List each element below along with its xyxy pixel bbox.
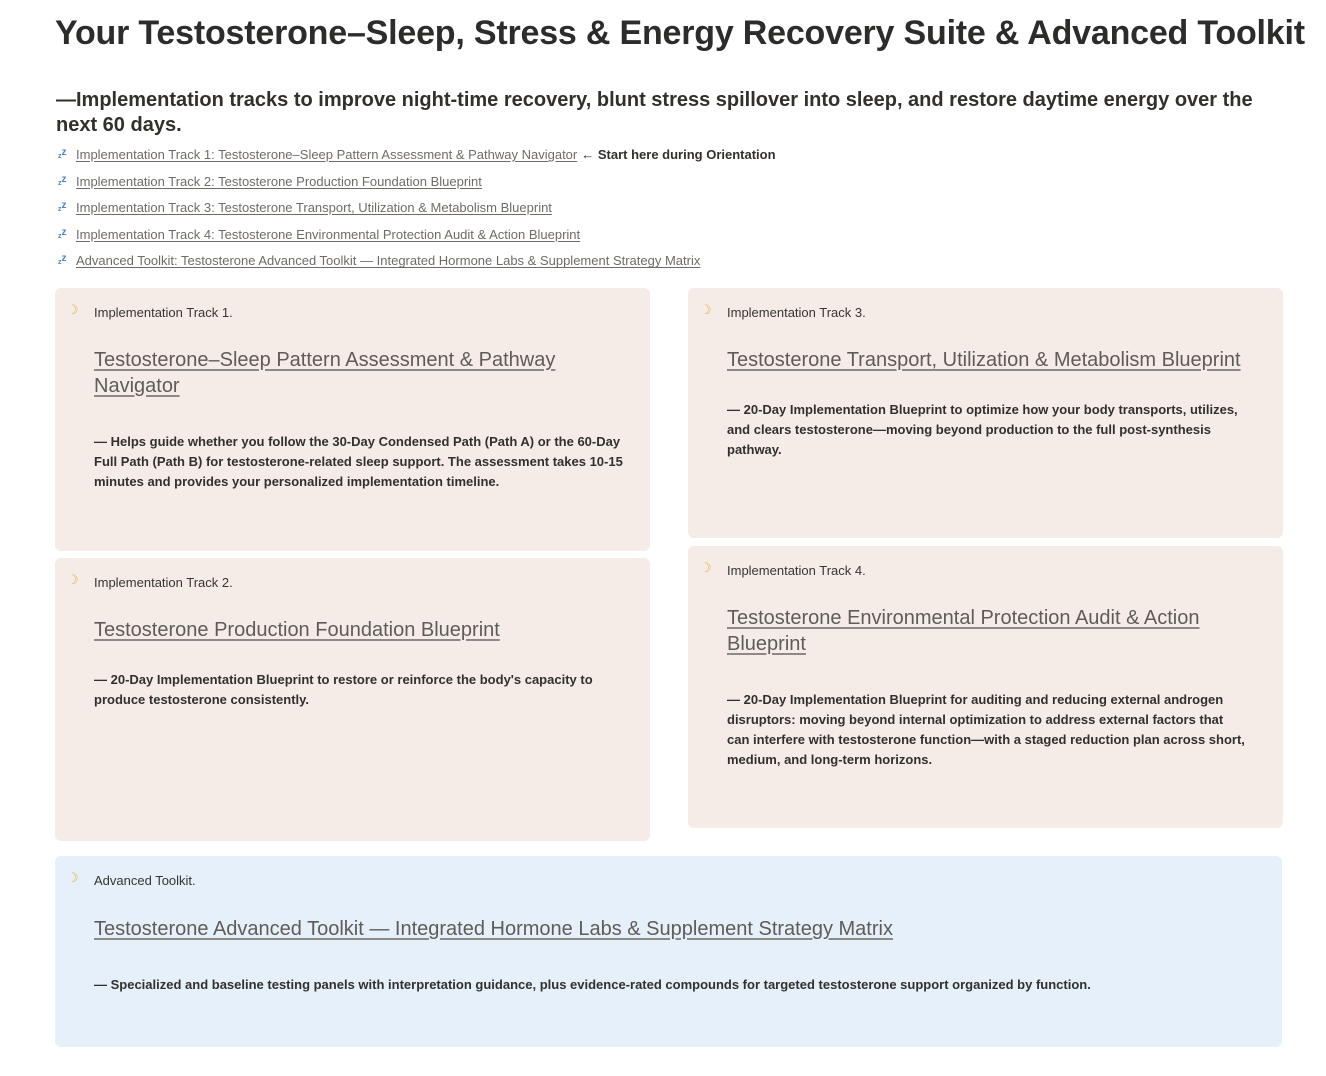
- card-label: Advanced Toolkit.: [94, 873, 196, 888]
- list-item: [58, 198, 776, 225]
- crescent-moon-icon: ☽: [700, 302, 712, 317]
- card-description: — Helps guide whether you follow the 30-Day Condensed Path (Path A) or the 60-Day Full Path (Path B) for testosterone-related sleep support. The assessment takes 10-15 minutes and provides your personalized implementation timeline.: [94, 434, 623, 489]
- card-label: Implementation Track 4.: [727, 563, 866, 578]
- card-title-link[interactable]: Testosterone Production Foundation Blueprint: [94, 619, 500, 641]
- page-subtitle: —Implementation tracks to improve night-time recovery, blunt stress spillover into sleep, and restore daytime energy over the next 60 days.: [56, 89, 1253, 136]
- zz-sleep-icon: $_z$z: [58, 173, 67, 187]
- zz-sleep-icon: $_z$z: [58, 147, 67, 160]
- link-track-3[interactable]: Implementation Track 3: Testosterone Transport, Utilization & Metabolism Blueprint: [76, 200, 552, 216]
- card-title-link[interactable]: Testosterone Transport, Utilization & Metabolism Blueprint: [727, 349, 1241, 371]
- list-item: [58, 172, 776, 199]
- zz-sleep-icon: $_z$z: [58, 253, 67, 267]
- start-here-note: ← Start here during Orientation: [581, 147, 776, 162]
- card-title-link[interactable]: Testosterone–Sleep Pattern Assessment & Pathway Navigator: [94, 349, 556, 397]
- card-description: — 20-Day Implementation Blueprint to restore or reinforce the body's capacity to produce testosterone consistently.: [94, 672, 593, 707]
- zz-sleep-icon: $_z$z: [58, 226, 67, 240]
- crescent-moon-icon: ☽: [67, 870, 79, 885]
- card-title-link[interactable]: Testosterone Advanced Toolkit — Integrated Hormone Labs & Supplement Strategy Matrix: [94, 918, 893, 940]
- card-description: — 20-Day Implementation Blueprint for auditing and reducing external androgen disruptors: moving beyond internal optimization to address external factors that can interfere with testosterone function—with a staged reduction plan across short, medium, and long-term horizons.: [727, 692, 1245, 767]
- card-description: — 20-Day Implementation Blueprint to optimize how your body transports, utilizes, and clears testosterone—moving beyond production to the full post-synthesis pathway.: [727, 402, 1238, 457]
- card-advanced-toolkit[interactable]: [55, 856, 1282, 1047]
- card-track-4[interactable]: [688, 546, 1283, 828]
- list-item: [58, 251, 776, 278]
- crescent-moon-icon: ☽: [700, 560, 712, 575]
- card-title-link[interactable]: Testosterone Environmental Protection Audit & Action Blueprint: [727, 607, 1200, 655]
- crescent-moon-icon: ☽: [67, 302, 79, 317]
- link-track-2[interactable]: Implementation Track 2: Testosterone Production Foundation Blueprint: [76, 173, 482, 189]
- card-label: Implementation Track 1.: [94, 305, 233, 320]
- link-track-1[interactable]: Implementation Track 1: Testosterone–Sleep Pattern Assessment & Pathway Navigator: [76, 147, 578, 162]
- card-track-2[interactable]: [55, 558, 650, 841]
- card-track-3[interactable]: [688, 288, 1283, 538]
- track-link-list: [58, 145, 776, 278]
- page-title: Your Testosterone–Sleep, Stress & Energy Recovery Suite & Advanced Toolkit: [55, 14, 1305, 52]
- crescent-moon-icon: ☽: [67, 572, 79, 587]
- list-item: [58, 145, 776, 172]
- card-description: — Specialized and baseline testing panels with interpretation guidance, plus evidence-rated compounds for targeted testosterone support organized by function.: [94, 977, 1091, 992]
- card-label: Implementation Track 2.: [94, 575, 233, 590]
- card-track-1[interactable]: [55, 288, 650, 551]
- link-track-4[interactable]: Implementation Track 4: Testosterone Environmental Protection Audit & Action Blueprint: [76, 226, 581, 242]
- card-label: Implementation Track 3.: [727, 305, 866, 320]
- zz-sleep-icon: $_z$z: [58, 200, 67, 214]
- list-item: [58, 225, 776, 252]
- link-advanced-toolkit[interactable]: Advanced Toolkit: Testosterone Advanced Toolkit — Integrated Hormone Labs & Supplement Strategy Matrix: [76, 253, 701, 269]
